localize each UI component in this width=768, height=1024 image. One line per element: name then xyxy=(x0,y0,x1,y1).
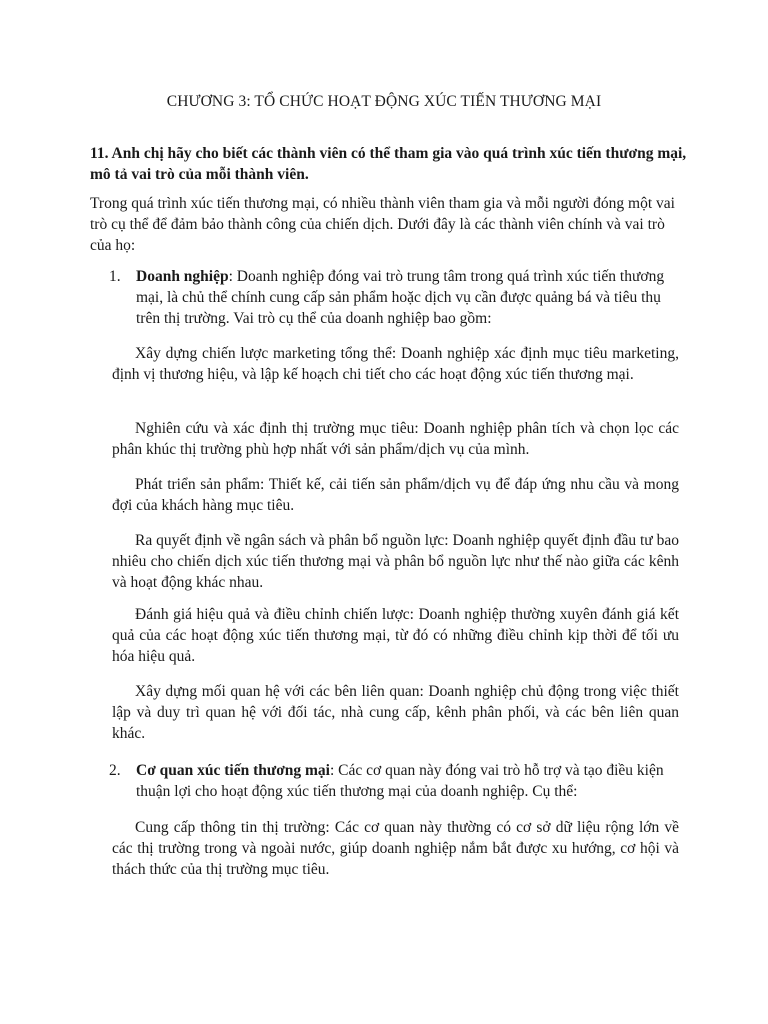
sub-paragraph-1-3: Phát triển sản phẩm: Thiết kế, cải tiến sản phẩm/dịch vụ để đáp ứng nhu cầu và mong đợi của khách hàng mục tiêu. xyxy=(112,476,679,514)
sub-paragraph-2-1: Cung cấp thông tin thị trường: Các cơ quan này thường có cơ sở dữ liệu rộng lớn về các thị trường trong và ngoài nước, giúp doanh nghiệp nắm bắt được xu hướng, cơ hội và thách thức của thị trường mục tiêu. xyxy=(112,819,679,878)
list-body xyxy=(136,266,679,329)
intro-paragraph: Trong quá trình xúc tiến thương mại, có nhiều thành viên tham gia và mỗi người đóng một vai trò cụ thể để đảm bảo thành công của chiến dịch. Dưới đây là các thành viên chính và vai trò của họ: xyxy=(90,195,675,254)
list-text: : Doanh nghiệp đóng vai trò trung tâm trong quá trình xúc tiến thương mại, là chủ thể chính cung cấp sản phẩm hoặc dịch vụ cần được quảng bá và tiêu thụ trên thị trường. Vai trò cụ thể của doanh nghiệp bao gồm: xyxy=(136,268,665,327)
sub-paragraph-1-2: Nghiên cứu và xác định thị trường mục tiêu: Doanh nghiệp phân tích và chọn lọc các phân khúc thị trường phù hợp nhất với sản phẩm/dịch vụ của mình. xyxy=(112,420,679,458)
list-item-2 xyxy=(111,760,679,802)
sub-paragraph-1-6: Xây dựng mối quan hệ với các bên liên quan: Doanh nghiệp chủ động trong việc thiết lập và duy trì quan hệ với đối tác, nhà cung cấp, kênh phân phối, và các bên liên quan khác. xyxy=(112,683,679,742)
question-heading: 11. Anh chị hãy cho biết các thành viên có thể tham gia vào quá trình xúc tiến thương mại, mô tả vai trò của mỗi thành viên. xyxy=(90,145,687,183)
sub-paragraph-1-5: Đánh giá hiệu quả và điều chỉnh chiến lược: Doanh nghiệp thường xuyên đánh giá kết quả của các hoạt động xúc tiến thương mại, từ đó có những điều chỉnh kịp thời để tối ưu hóa hiệu quả. xyxy=(112,606,679,665)
sub-paragraph-1-1: Xây dựng chiến lược marketing tổng thể: Doanh nghiệp xác định mục tiêu marketing, định vị thương hiệu, và lập kế hoạch chi tiết cho các hoạt động xúc tiến thương mại. xyxy=(112,345,679,383)
list-term: Doanh nghiệp xyxy=(136,268,229,285)
list-number: 1. xyxy=(109,268,121,285)
list-number: 2. xyxy=(109,762,121,779)
chapter-title: CHƯƠNG 3: TỔ CHỨC HOẠT ĐỘNG XÚC TIẾN THƯƠNG MẠI xyxy=(166,93,602,110)
list-item-1 xyxy=(111,266,679,329)
list-term: Cơ quan xúc tiến thương mại xyxy=(136,762,330,779)
sub-paragraph-1-4: Ra quyết định về ngân sách và phân bổ nguồn lực: Doanh nghiệp quyết định đầu tư bao nhiêu cho chiến dịch xúc tiến thương mại và phân bổ nguồn lực như thế nào giữa các kênh và hoạt động khác nhau. xyxy=(112,532,679,591)
list-text: : Các cơ quan này đóng vai trò hỗ trợ và tạo điều kiện thuận lợi cho hoạt động xúc tiến thương mại của doanh nghiệp. Cụ thể: xyxy=(136,762,664,800)
list-body xyxy=(136,760,679,802)
